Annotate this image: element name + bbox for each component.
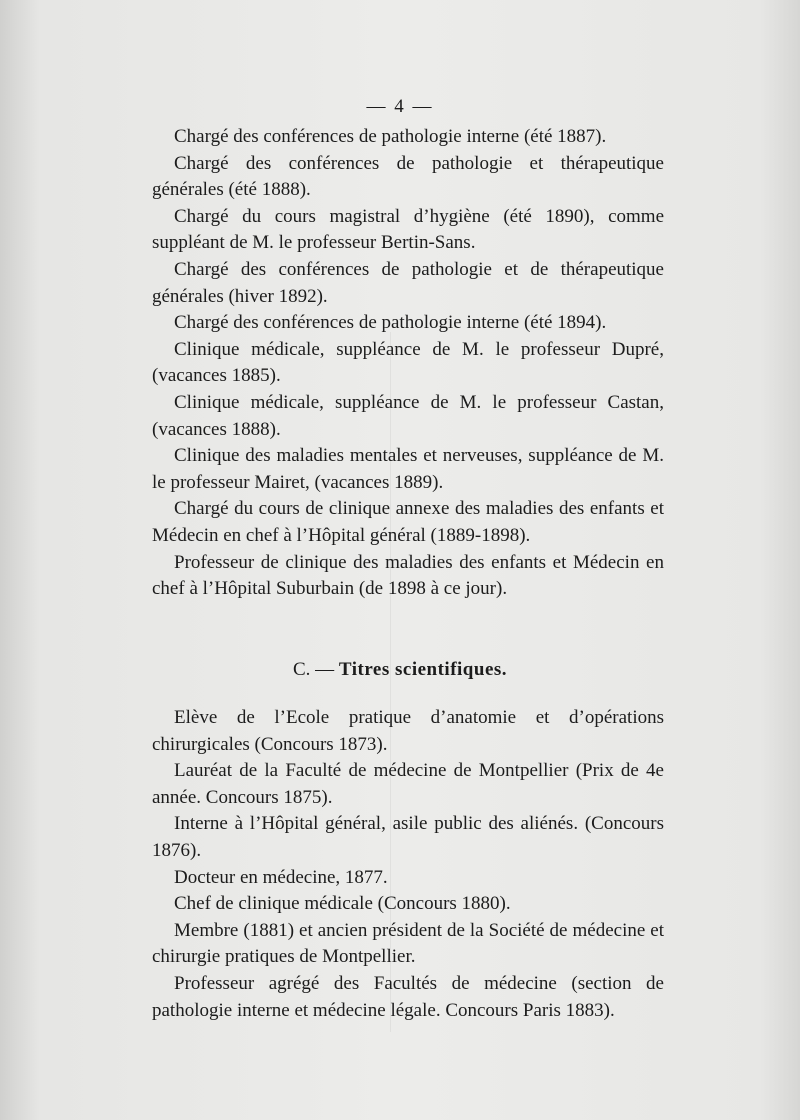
title-entry: Lauréat de la Faculté de médecine de Montpellier (Prix de 4e année. Concours 1875). (152, 760, 664, 808)
appointment-entry: Chargé du cours magistral d’hygiène (été 1890), comme suppléant de M. le professeur Bertin-Sans. (152, 205, 664, 254)
title-entry: Interne à l’Hôpital général, asile public des aliénés. (Concours 1876). (152, 813, 664, 861)
section-letter: C. (292, 659, 311, 680)
appointment-entry: Professeur de clinique des maladies des enfants et Médecin en chef à l’Hôpital Suburbain (de 1898 à ce jour). (152, 551, 664, 600)
title-entry: Docteur en médecine, 1877. (174, 866, 388, 888)
title-entry: Membre (1881) et ancien président de la Société de médecine et chirurgie pratiques de Montpellier. (152, 919, 664, 968)
appointment-entry: Chargé des conférences de pathologie et thérapeutique générales (été 1888). (152, 152, 664, 201)
section-title: Titres scientifiques. (338, 659, 508, 680)
scientific-titles-list (152, 705, 664, 1024)
section-dash: — (315, 659, 335, 680)
section-heading (0, 659, 800, 681)
title-entry: Professeur agrégé des Facultés de médecine (section de pathologie interne et médecine légale. Concours Paris 1883). (152, 972, 664, 1021)
appointment-entry: Chargé des conférences de pathologie interne (été 1894). (174, 312, 607, 334)
title-entry: Chef de clinique médicale (Concours 1880). (174, 893, 511, 915)
appointment-entry: Clinique des maladies mentales et nerveuses, suppléance de M. le professeur Mairet, (vacances 1889). (152, 445, 664, 493)
appointment-entry: Clinique médicale, suppléance de M. le professeur Dupré, (vacances 1885). (152, 338, 664, 387)
appointment-entry: Clinique médicale, suppléance de M. le professeur Castan, (vacances 1888). (152, 391, 664, 440)
title-entry: Elève de l’Ecole pratique d’anatomie et d’opérations chirurgicales (Concours 1873). (152, 707, 664, 755)
appointments-list (152, 124, 664, 603)
appointment-entry: Chargé des conférences de pathologie interne (été 1887). (174, 126, 607, 147)
appointment-entry: Chargé du cours de clinique annexe des maladies des enfants et Médecin en chef à l’Hôpital général (1889-1898). (152, 498, 664, 546)
page-number: — 4 — (366, 96, 434, 117)
appointment-entry: Chargé des conférences de pathologie et de thérapeutique générales (hiver 1892). (152, 258, 664, 307)
